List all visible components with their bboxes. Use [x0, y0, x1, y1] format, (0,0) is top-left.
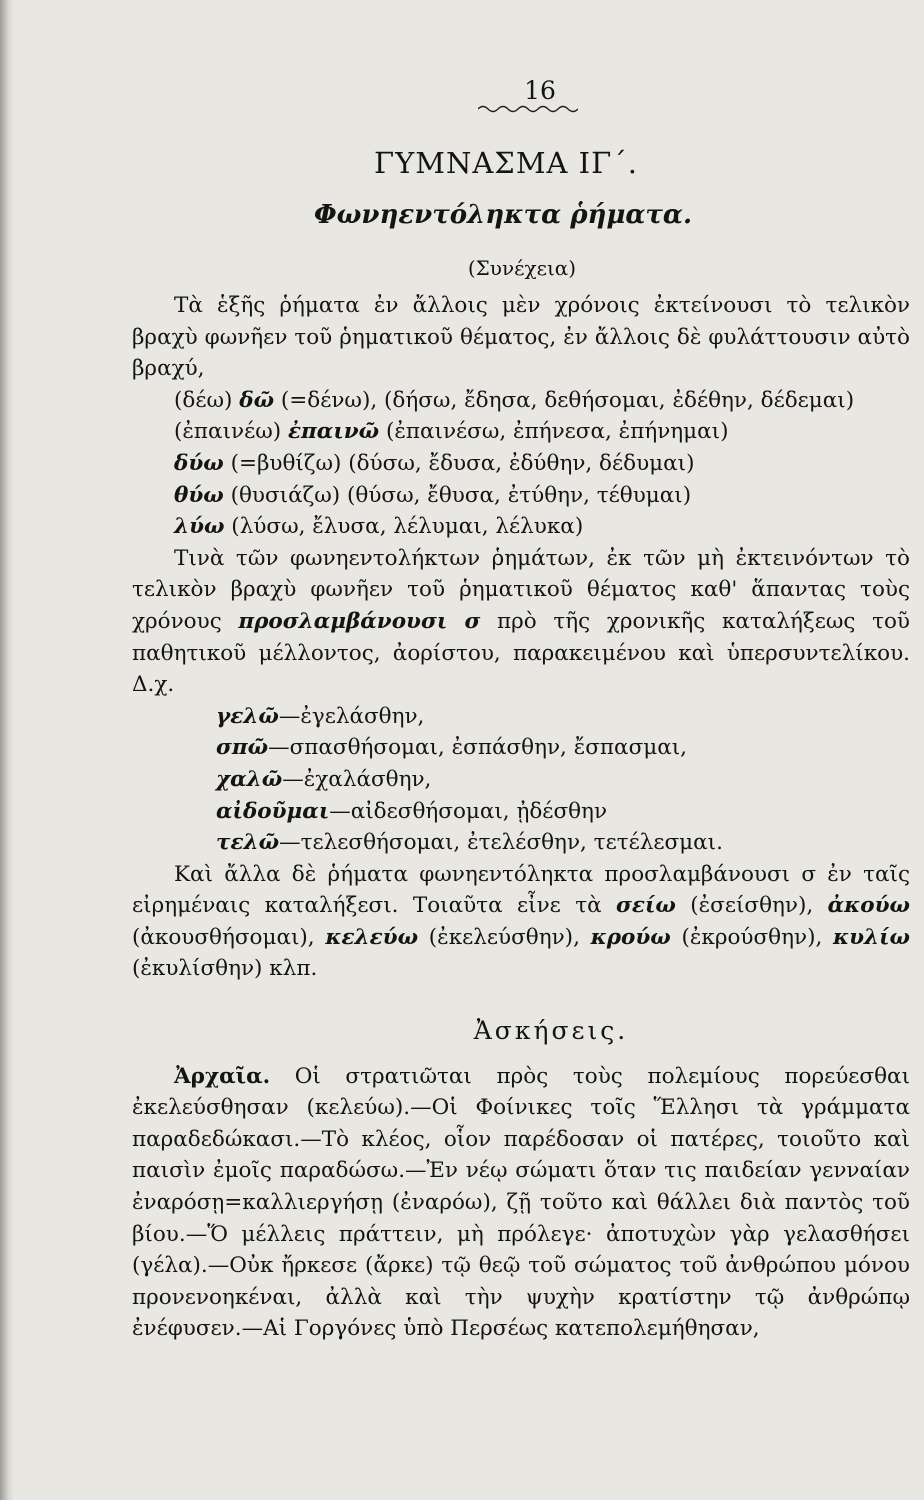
verb-list-2 [132, 701, 910, 859]
continuation-note: (Συνέχεια) [467, 256, 577, 280]
exercises-label: Ἀρχαῖα. [174, 1063, 271, 1089]
verb-line: (ἐπαινέω) ἐπαινῶ (ἐπαινέσω, ἐπήνεσα, ἐπήνημαι) [174, 419, 729, 445]
intro-paragraph: Τὰ ἑξῆς ῥήματα ἐν ἄλλοις μὲν χρόνοις ἐκτείνουσι τὸ τελικὸν βραχὺ φωνῆεν τοῦ ῥηματικοῦ θέματος, ἐν ἄλλοις δὲ φυλάττουσιν αὐτὸ βραχύ, [132, 293, 910, 382]
paragraph-2: Τινὰ τῶν φωνηεντολήκτων ῥημάτων, ἐκ τῶν μὴ ἐκτεινόντων τὸ τελικὸν βραχὺ φωνῆεν τοῦ ῥηματικοῦ θέματος καθ' ἅπαντας τοὺς χρόνους προσλαμβάνουσι σ πρὸ τῆς χρονικῆς καταλήξεως τοῦ παθητικοῦ μέλλοντος, ἀορίστου, παρακειμένου καὶ ὑπερσυντελίκου. Δ.χ. [132, 545, 910, 698]
section-subtitle: Φωνηεντόληκτα ῥήματα. [314, 200, 692, 230]
verb-line: τελῶ—τελεσθήσομαι, ἐτελέσθην, τετέλεσμαι. [216, 830, 723, 856]
verb-line: γελῶ—ἐγελάσθην, [216, 703, 425, 729]
verb-line: δύω (=βυθίζω) (δύσω, ἔδυσα, ἐδύθην, δέδυμαι) [174, 450, 695, 476]
page-number: 16 [524, 76, 556, 105]
verb-line: λύω (λύσω, ἔλυσα, λέλυμαι, λέλυκα) [174, 514, 584, 540]
verb-line: σπῶ—σπασθήσομαι, ἐσπάσθην, ἔσπασμαι, [216, 735, 687, 761]
section-title: ΓΥΜΝΑΣΜΑ ΙΓ΄. [374, 146, 638, 180]
exercises-heading: Ἀσκήσεις. [473, 1016, 629, 1046]
exercises-paragraph: Ἀρχαῖα. Οἱ στρατιῶται πρὸς τοὺς πολεμίους πορεύεσθαι ἐκελεύσθησαν (κελεύω).—Οἱ Φοίνικες τοῖς Ἕλλησι τὰ γράμματα παραδεδώκασι.—Τὸ κλέος, οἷον παρέδοσαν οἱ πατέρες, τοιοῦτο καὶ παισὶν ἐμοῖς παραδώσω.—Ἐν νέῳ σώματι ὅταν τις παιδείαν γενναίαν ἐναρόσῃ=καλλιεργήσῃ (ἐναρόω), ζῇ τοῦτο καὶ θάλλει διὰ παντὸς τοῦ βίου.—Ὅ μέλλεις πράττειν, μὴ πρόλεγε· ἀποτυχὼν γὰρ γελασθήσει (γέλα).—Οὐκ ἤρκεσε (ἄρκε) τῷ θεῷ τοῦ σώματος τοῦ ἀνθρώπου μόνου προνενοηκέναι, ἀλλὰ καὶ τὴν ψυχὴν κρατίστην τῷ ἀνθρώπῳ ἐνέφυσεν.—Αἱ Γοργόνες ὑπὸ Περσέως κατεπολεμήθησαν, [132, 1063, 910, 1342]
verb-line: (δέω) δῶ (=δένω), (δήσω, ἔδησα, δεθήσομαι, ἐδέθην, δέδεμαι) [174, 387, 855, 413]
page-number-ornament [478, 104, 578, 114]
verb-line: χαλῶ—ἐχαλάσθην, [216, 766, 432, 792]
body-text [132, 290, 910, 1345]
paragraph-3: Καὶ ἄλλα δὲ ῥήματα φωνηεντόληκτα προσλαμβάνουσι σ ἐν ταῖς εἰρημέναις καταλήξεσι. Τοιαῦτα εἶνε τὰ σείω (ἐσείσθην), ἀκούω (ἀκουσθήσομαι), κελεύω (ἐκελεύσθην), κρούω (ἐκρούσθην), κυλίω (ἐκυλίσθην) κλπ. [132, 861, 910, 982]
verb-list-1 [132, 385, 910, 543]
verb-line: θύω (θυσιάζω) (θύσω, ἔθυσα, ἐτύθην, τέθυμαι) [174, 482, 692, 508]
verb-line: αἰδοῦμαι—αἰδεσθήσομαι, ᾐδέσθην [216, 798, 608, 824]
